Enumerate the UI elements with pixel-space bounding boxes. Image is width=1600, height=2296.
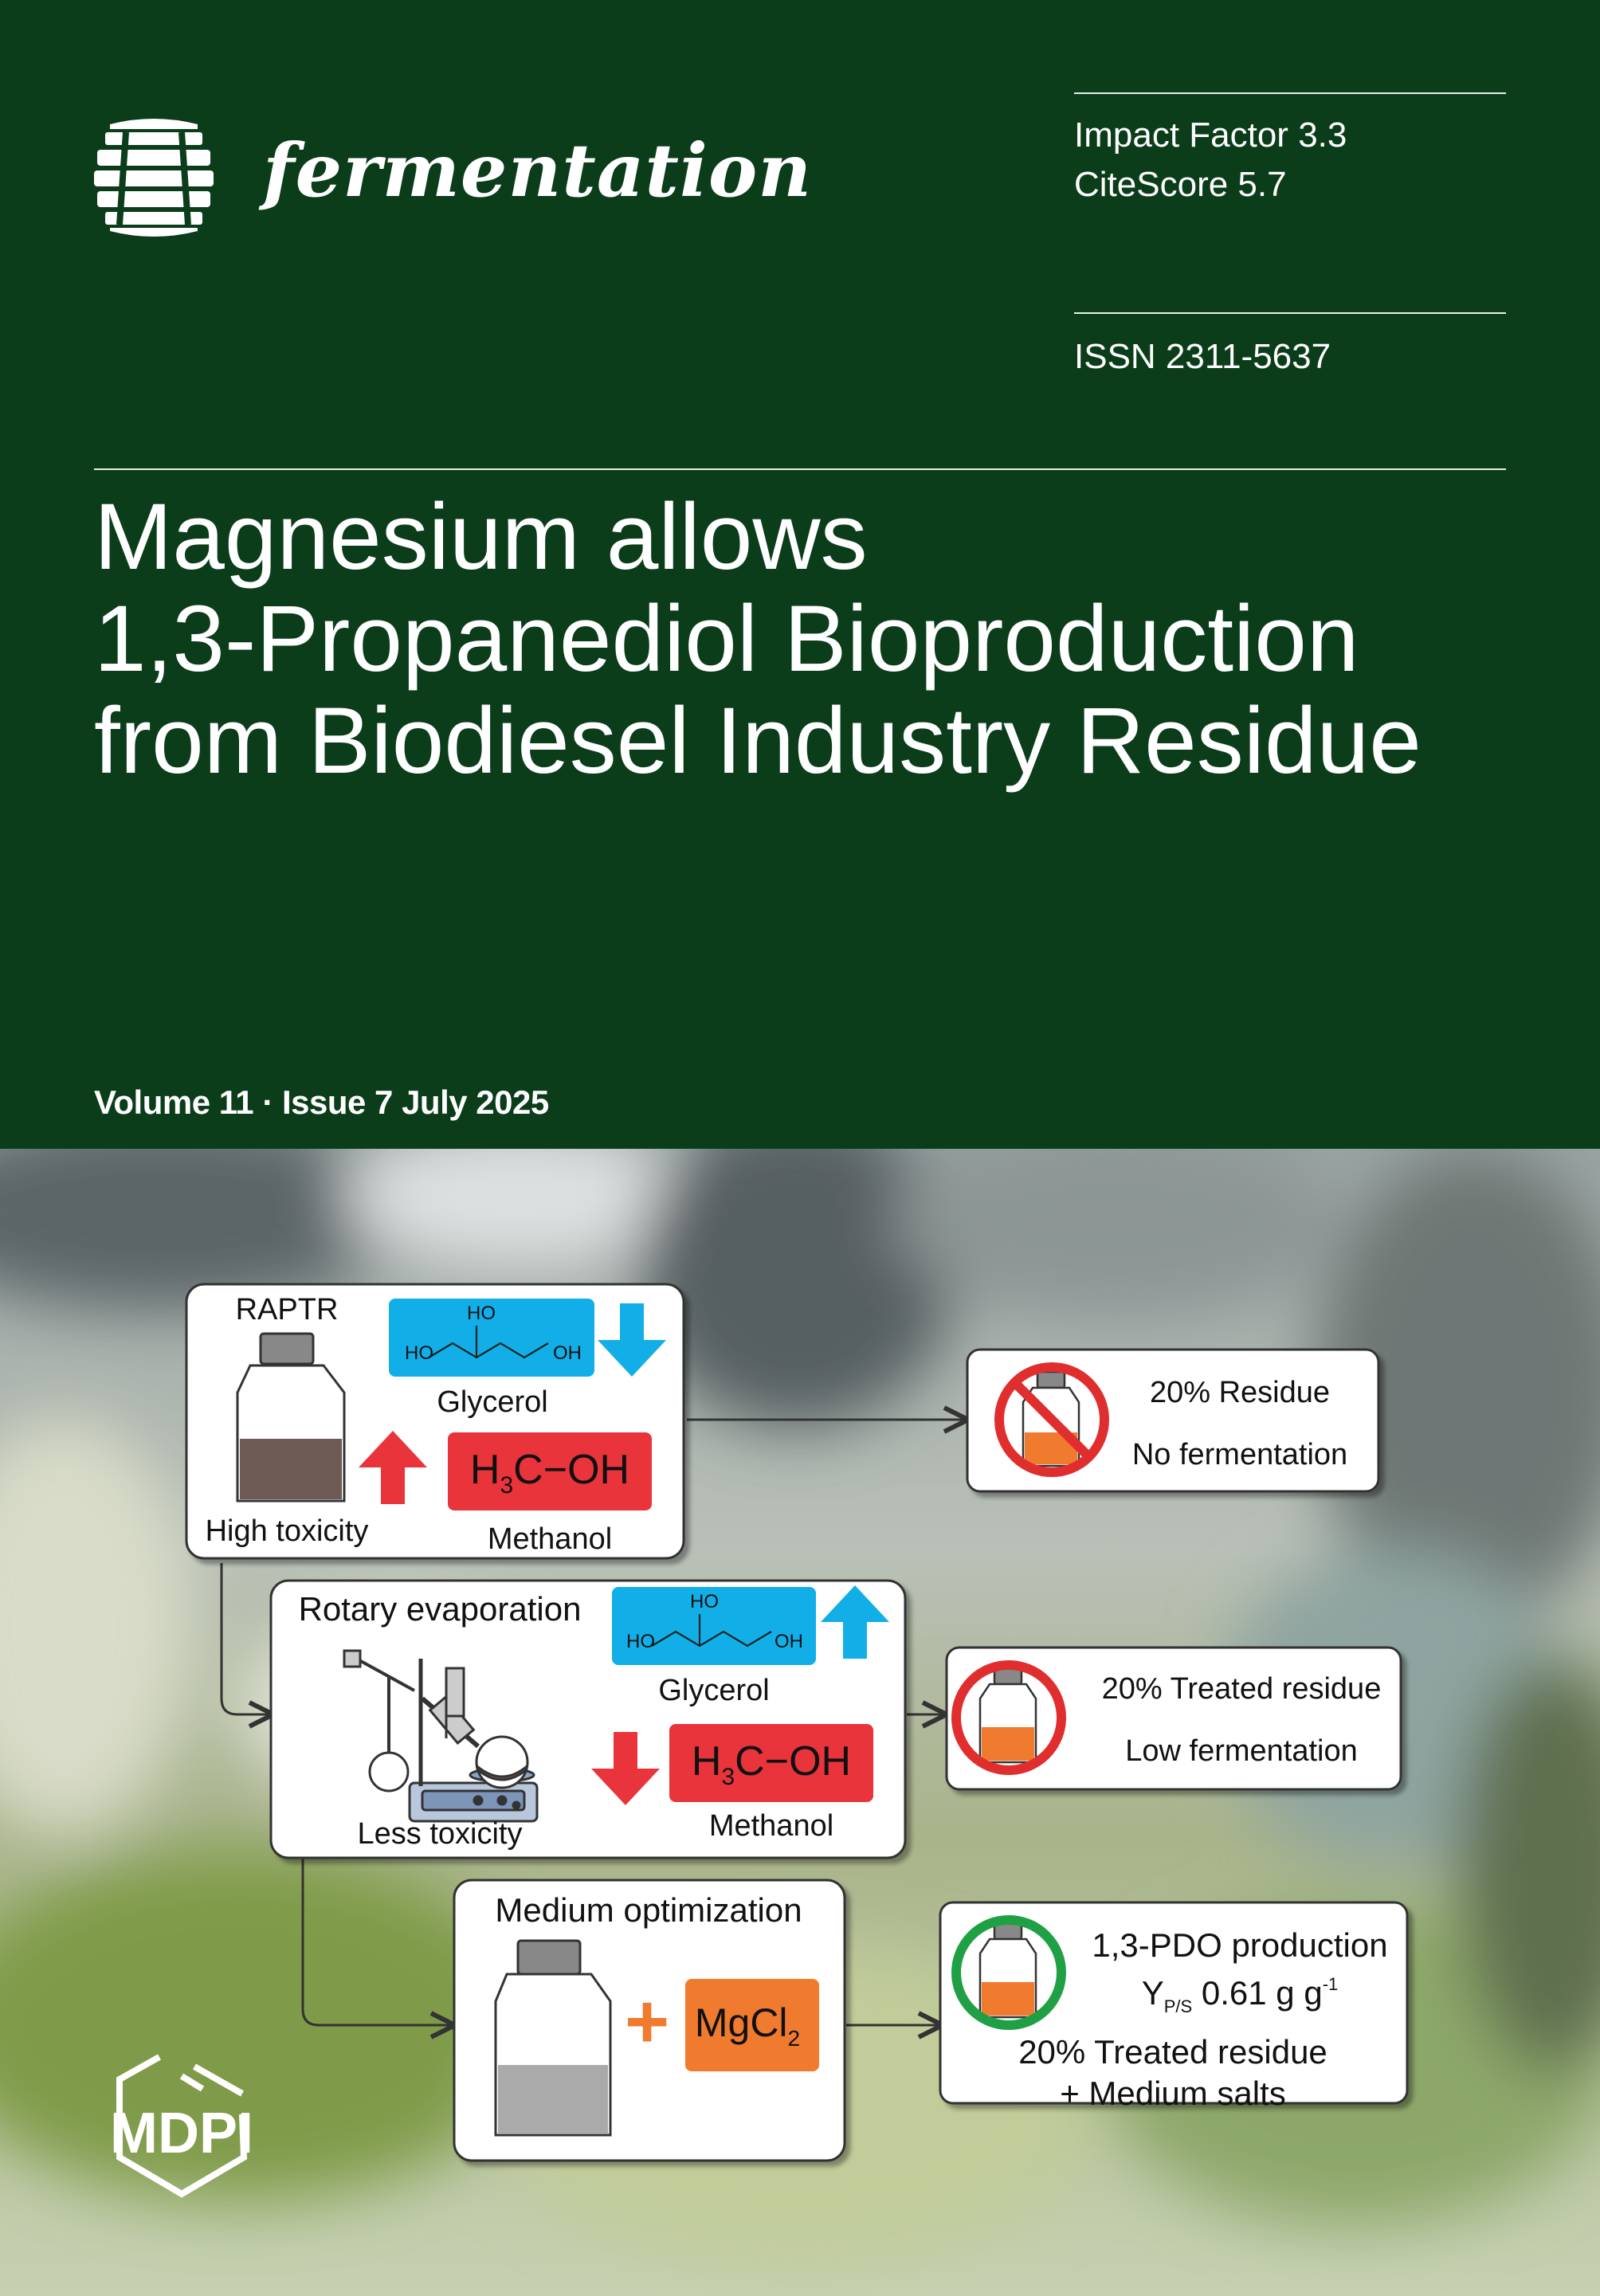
barrel-icon [94, 118, 214, 237]
plus-sign: + [624, 1979, 670, 2064]
diagram-text: HO [690, 1591, 719, 1612]
result2-line1: 20% Treated residue [1101, 1672, 1382, 1706]
diagram-text: C−OH [735, 1738, 852, 1785]
step2-methanol-label: Methanol [708, 1809, 834, 1843]
header-rule-wide [94, 468, 1506, 470]
result3-line4: + Medium salts [1060, 2075, 1286, 2112]
header-rule-mid [1074, 312, 1506, 314]
article-title-line: Magnesium allows [94, 484, 868, 590]
arrow-step1-to-step2 [222, 1563, 271, 1714]
article-title-line: 1,3-Propanediol Bioproduction [94, 586, 1359, 692]
diagram-text: 2 [787, 2026, 801, 2051]
step3-title: Medium optimization [495, 1891, 802, 1929]
journal-name: fermentation [263, 127, 813, 214]
diagram-text: 0.61 g g [1192, 1974, 1323, 2012]
result3-line1: 1,3-PDO production [1092, 1926, 1388, 1964]
result2-line2: Low fermentation [1125, 1734, 1358, 1768]
step1-glycerol-label: Glycerol [437, 1385, 548, 1419]
svg-text:H3C−OH [692, 1738, 851, 1790]
diagram-text: 3 [500, 1472, 514, 1499]
citescore: CiteScore 5.7 [1074, 165, 1287, 204]
step1-toxicity: High toxicity [205, 1514, 369, 1548]
publisher-name: MDPI [110, 2102, 253, 2165]
header-rule-top [1074, 92, 1506, 94]
glycerol-ho-left: HO [405, 1342, 433, 1364]
step2-toxicity: Less toxicity [357, 1817, 523, 1851]
diagram-text: MgCl [694, 2000, 788, 2045]
svg-text:MgCl2 [695, 2000, 800, 2051]
step1-methanol-label: Methanol [487, 1522, 613, 1556]
diagram-text: HO [626, 1631, 655, 1652]
svg-text:H3C−OH [470, 1447, 629, 1499]
result1-line1: 20% Residue [1149, 1376, 1331, 1409]
diagram-text: Y [1141, 1974, 1164, 2012]
article-title [94, 486, 1528, 792]
issue-line: Volume 11 · Issue 7 July 2025 [94, 1083, 549, 1121]
diagram-text: 3 [721, 1764, 735, 1790]
diagram-text: C−OH [513, 1447, 630, 1493]
arrow-step2-to-step3 [303, 1858, 453, 2025]
glycerol-ho-top: HO [467, 1303, 496, 1324]
impact-factor: Impact Factor 3.3 [1074, 116, 1347, 155]
diagram-text: H [469, 1447, 500, 1493]
issn: ISSN 2311-5637 [1074, 337, 1331, 376]
step1-title: RAPTR [235, 1293, 339, 1326]
result3-line3: 20% Treated residue [1018, 2033, 1327, 2071]
step2-glycerol-label: Glycerol [658, 1674, 770, 1707]
glycerol-oh-right: OH [553, 1342, 582, 1364]
diagram-text: -1 [1322, 1974, 1339, 1994]
article-title-line: from Biodiesel Industry Residue [94, 688, 1422, 793]
step2-title: Rotary evaporation [298, 1590, 582, 1628]
graphical-abstract [0, 1149, 1600, 2296]
diagram-text: P/S [1163, 1996, 1193, 2016]
diagram-text: OH [775, 1631, 803, 1652]
diagram-text: H [691, 1738, 722, 1785]
result1-line2: No fermentation [1131, 1438, 1348, 1471]
